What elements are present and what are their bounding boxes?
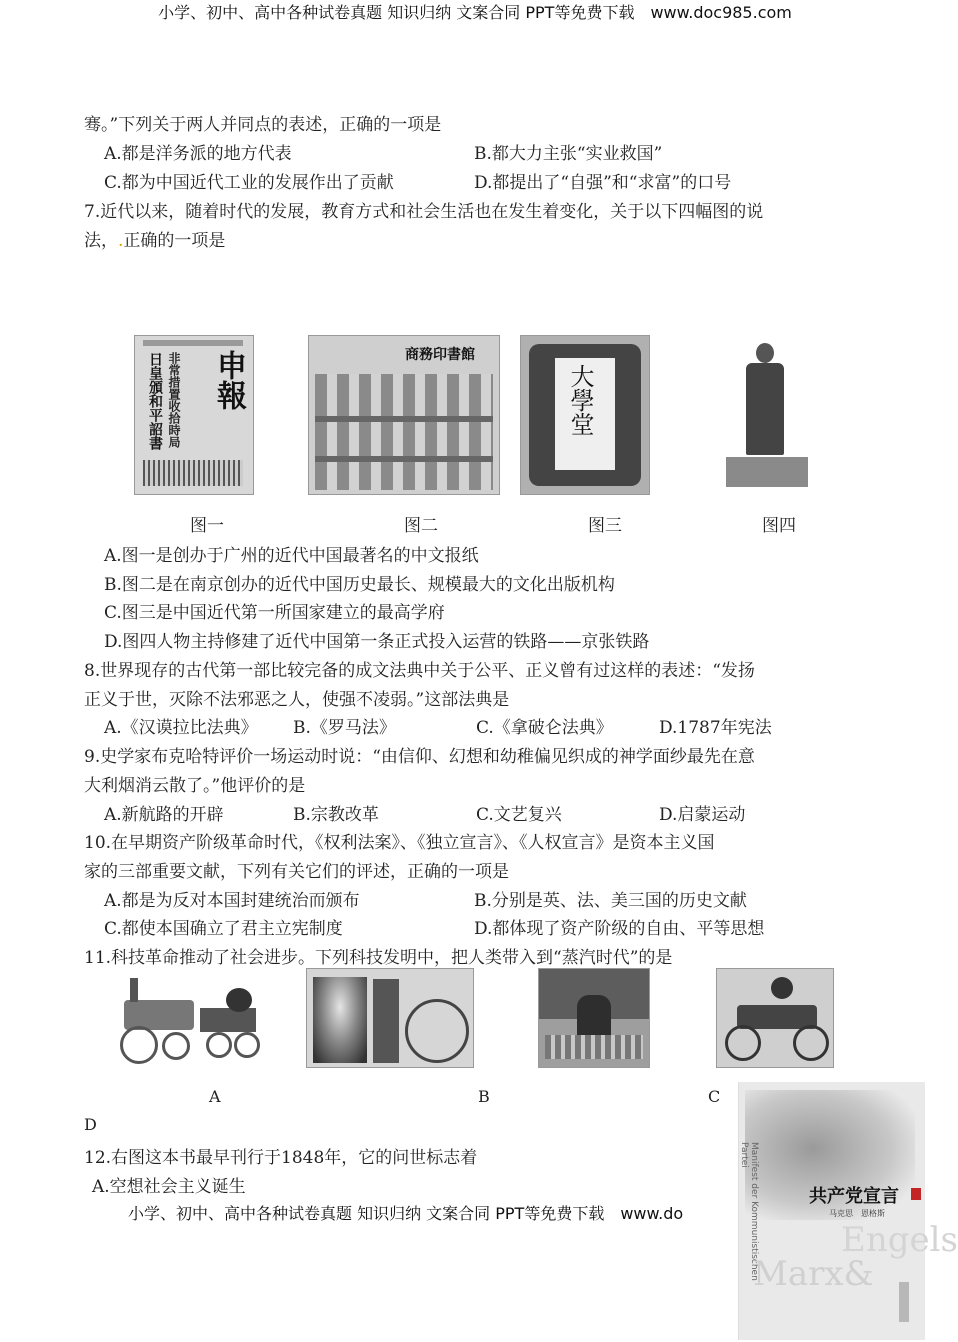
- q10-option-b: B.分别是英、法、美三国的历史文献: [474, 891, 747, 911]
- q7-option-a: A.图一是创办于广州的近代中国最著名的中文报纸: [104, 546, 479, 566]
- book-publisher-mark: [899, 1282, 909, 1322]
- q10-option-c: C.都使本国确立了君主立宪制度: [104, 919, 343, 939]
- q11-image-b-steam-engine: [306, 968, 474, 1068]
- q8-stem-line1: 8.世界现存的古代第一部比较完备的成文法典中关于公平、正义曾有过这样的表述：“发扬: [84, 661, 755, 681]
- plaque-text: 大學堂: [566, 364, 594, 436]
- q9-option-d: D.启蒙运动: [659, 805, 746, 825]
- q11-label-c: C: [708, 1087, 721, 1106]
- book-authors: 马克思 恩格斯: [829, 1209, 885, 1218]
- q7-stem-line1: 7.近代以来，随着时代的发展，教育方式和社会生活也在发生着变化，关于以下四幅图的说: [84, 202, 764, 222]
- q11-image-a-locomotive: [116, 968, 264, 1066]
- q6-option-a: A.都是洋务派的地方代表: [104, 144, 292, 164]
- newspaper-headline-2: 日皇頒和平詔書: [147, 352, 163, 450]
- q7-stem-line2: 法，.正确的一项是: [84, 231, 226, 251]
- q7-option-d: D.图四人物主持修建了近代中国第一条正式投入运营的铁路——京张铁路: [104, 632, 650, 652]
- figure-1-newspaper: [134, 335, 254, 495]
- q11-stem: 11.科技革命推动了社会进步。下列科技发明中，把人类带入到“蒸汽时代”的是: [84, 948, 673, 968]
- q8-option-b: B.《罗马法》: [293, 718, 396, 738]
- newspaper-headline-1: 非常措置收拾時局: [167, 352, 181, 448]
- building-sign: 商務印書館: [405, 347, 475, 363]
- q7-option-b: B.图二是在南京创办的近代中国历史最长、规模最大的文化出版机构: [104, 575, 615, 595]
- q7-option-c: C.图三是中国近代第一所国家建立的最高学府: [104, 603, 445, 623]
- q11-label-b: B: [478, 1087, 490, 1106]
- q9-stem-line1: 9.史学家布克哈特评价一场运动时说：“由信仰、幻想和幼稚偏见织成的神学面纱最先在意: [84, 747, 755, 767]
- q12-book-image: [738, 1082, 958, 1340]
- q8-option-d: D.1787年宪法: [659, 718, 772, 738]
- caption-figure-2: 图二: [404, 516, 438, 536]
- figure-2-building: [308, 335, 500, 495]
- q10-option-a: A.都是为反对本国封建统治而颁布: [104, 891, 360, 911]
- q9-option-b: B.宗教改革: [293, 805, 379, 825]
- q11-label-d: D: [84, 1115, 97, 1134]
- q8-option-a: A.《汉谟拉比法典》: [104, 718, 258, 738]
- q11-label-a: A: [209, 1087, 221, 1106]
- book-red-mark: [911, 1188, 921, 1200]
- q9-stem-line2: 大利烟消云散了。”他评价的是: [84, 776, 306, 796]
- page-header: 小学、初中、高中各种试卷真题 知识归纳 文案合同 PPT等免费下载 www.doc985.com: [158, 3, 792, 22]
- q11-image-d-car: [716, 968, 834, 1068]
- page-footer: 小学、初中、高中各种试卷真题 知识归纳 文案合同 PPT等免费下载 www.do: [128, 1204, 684, 1223]
- q9-option-c: C.文艺复兴: [476, 805, 562, 825]
- book-title: 共产党宣言: [809, 1186, 899, 1207]
- newspaper-masthead: 申報: [211, 350, 246, 410]
- figure-3-plaque: [520, 335, 650, 495]
- q6-option-c: C.都为中国近代工业的发展作出了贡献: [104, 173, 394, 193]
- q8-option-c: C.《拿破仑法典》: [476, 718, 613, 738]
- book-german-title: Manifest der Kommunistischen Partei: [739, 1142, 759, 1281]
- book-marx-text: Marx&: [753, 1254, 874, 1294]
- q8-stem-line2: 正义于世，灭除不法邪恶之人，使强不凌弱。”这部法典是: [84, 690, 510, 710]
- caption-figure-3: 图三: [588, 516, 622, 536]
- caption-figure-1: 图一: [190, 516, 224, 536]
- caption-figure-4: 图四: [762, 516, 796, 536]
- q6-option-d: D.都提出了“自强”和“求富”的口号: [474, 173, 732, 193]
- q10-stem-line1: 10.在早期资产阶级革命时代，《权利法案》、《独立宣言》、《人权宣言》是资本主义国: [84, 833, 715, 853]
- book-engels-text: Engels: [841, 1220, 958, 1260]
- q12-option-a: A.空想社会主义诞生: [92, 1177, 246, 1197]
- q11-image-c-phone: [538, 968, 650, 1068]
- q10-option-d: D.都体现了资产阶级的自由、平等思想: [474, 919, 765, 939]
- q6-stem-tail: 骞。”下列关于两人并同点的表述，正确的一项是: [84, 115, 442, 135]
- q9-option-a: A.新航路的开辟: [104, 805, 224, 825]
- q12-stem: 12.右图这本书最早刊行于1848年，它的问世标志着: [84, 1148, 478, 1168]
- figure-4-statue: [712, 335, 822, 493]
- q6-option-b: B.都大力主张“实业救国”: [474, 144, 663, 164]
- q10-stem-line2: 家的三部重要文献，下列有关它们的评述，正确的一项是: [84, 862, 509, 882]
